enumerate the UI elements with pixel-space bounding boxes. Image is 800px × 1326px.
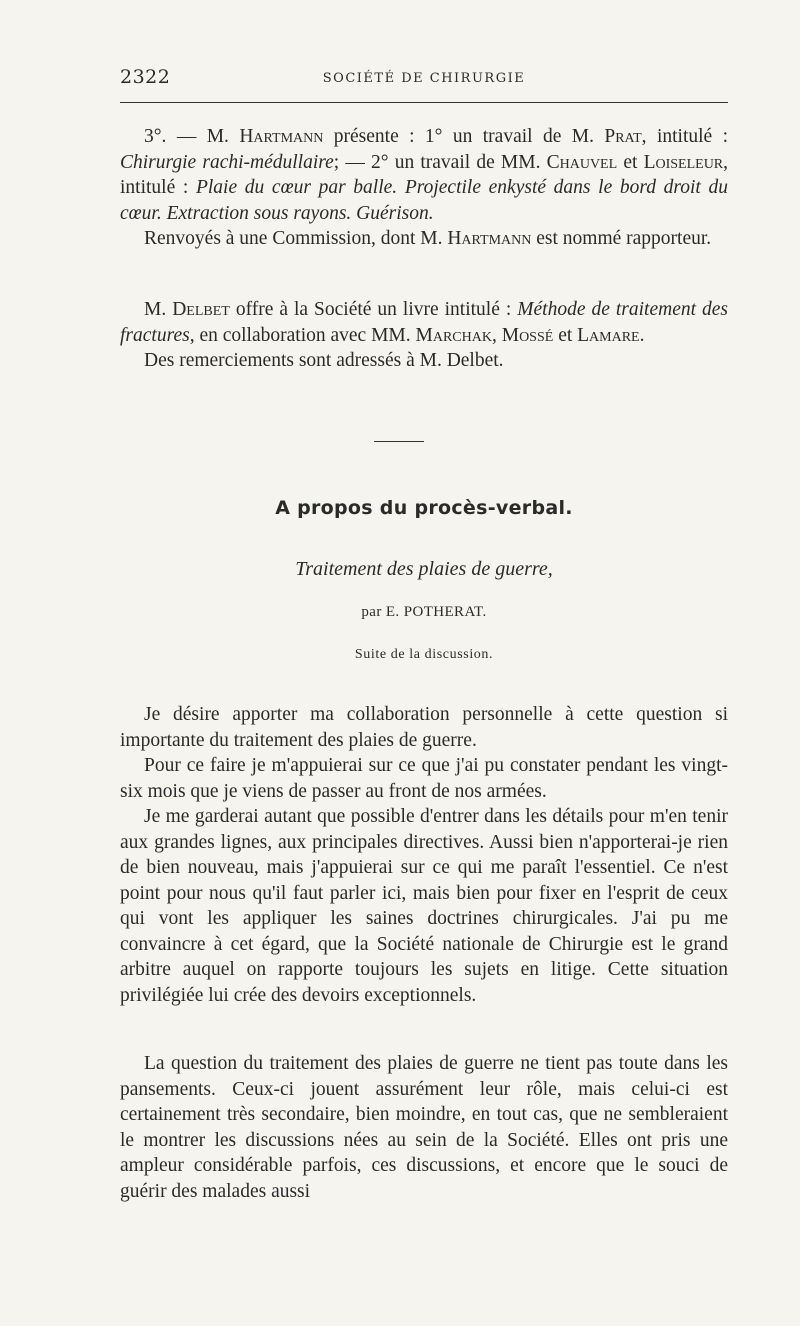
author-loiseleur: Loiseleur [643, 151, 724, 173]
page-header [120, 66, 728, 92]
author-marchak: Marchak [415, 324, 492, 346]
header-rule [120, 102, 728, 103]
presentation-paragraph: 3°. — M. Hartmann présente : 1° un travail de M. Prat, intitulé : Chirurgie rachi-médullaire; — 2° un travail de MM. Chauvel et Loiseleur, intitulé : Plaie du cœur par balle. Projectile enkysté dans le bord droit du cœur. Extraction sous rayons. Guérison. [120, 126, 729, 224]
body-paragraph-1: Je désire apporter ma collaboration personnelle à cette question si importante du traitement des plaies de guerre. [120, 704, 728, 751]
article-subtitle: Suite de la discussion. [354, 647, 494, 662]
author-chauvel: Chauvel [546, 151, 618, 173]
author-hartmann: Hartmann [239, 126, 324, 147]
work-title-1: Chirurgie rachi-médullaire [120, 151, 334, 173]
thanks-paragraph: Des remerciements sont adressés à M. Delbet. [144, 350, 504, 371]
body-block-2 [120, 1051, 728, 1204]
section-title: A propos du procès-verbal. [275, 497, 573, 519]
section-separator [374, 441, 424, 442]
item-3-paragraph [120, 124, 728, 252]
delbet-paragraph [120, 297, 728, 374]
book-offer-paragraph: M. Delbet offre à la Société un livre intitulé : Méthode de traitement des fractures, en collaboration avec MM. Marchak, Mossé et Lamare. [120, 299, 728, 346]
article-title: Traitement des plaies de guerre, [295, 558, 553, 580]
article-byline: par E. POTHERAT. [361, 604, 487, 620]
book-title: Méthode de traitement des fractures [120, 299, 728, 346]
author-lamare: Lamare [577, 324, 640, 346]
running-title: SOCIÉTÉ DE CHIRURGIE [322, 71, 526, 86]
body-block-1 [120, 702, 728, 1008]
page-number: 2322 [120, 66, 171, 88]
body-paragraph-2: Pour ce faire je m'appuierai sur ce que j'ai pu constater pendant les vingt-six mois que je viens de passer au front de nos armées. [120, 755, 728, 802]
body-paragraph-4: La question du traitement des plaies de guerre ne tient pas toute dans les pansements. Ceux-ci jouent assurément leur rôle, mais celui-ci est certainement très secondaire, bien moindre, en tout cas, que ne sembleraient le montrer les discussions nées au sein de la Société. Elles ont pris une ampleur considérable parfois, ces discussions, et encore que le souci de guérir des malades aussi [120, 1053, 728, 1202]
author-delbet: Delbet [172, 299, 230, 320]
work-title-2: Plaie du cœur par balle. Projectile enkysté dans le bord droit du cœur. Extraction sous rayons. Guérison. [120, 177, 728, 224]
body-paragraph-3: Je me garderai autant que possible d'entrer dans les détails pour m'en tenir aux grandes lignes, aux principales directives. Aussi bien n'apporterai-je rien de bien nouveau, mais j'appuierai sur ce qui me paraît l'essentiel. Ce n'est point pour nous qu'il faut parler ici, mais bien pour fixer en l'esprit de ceux qui vont les appliquer les saines doctrines chirurgicales. J'ai pu me convaincre à cet égard, que la Société nationale de Chirurgie est le grand arbitre auquel on rapporte toujours les sujets en litige. Cette situation privilégiée lui crée des devoirs exceptionnels. [120, 806, 728, 1006]
author-prat: Prat [604, 126, 642, 147]
author-mosse: Mossé [501, 324, 554, 346]
commission-paragraph: Renvoyés à une Commission, dont M. Hartmann est nommé rapporteur. [144, 228, 712, 249]
